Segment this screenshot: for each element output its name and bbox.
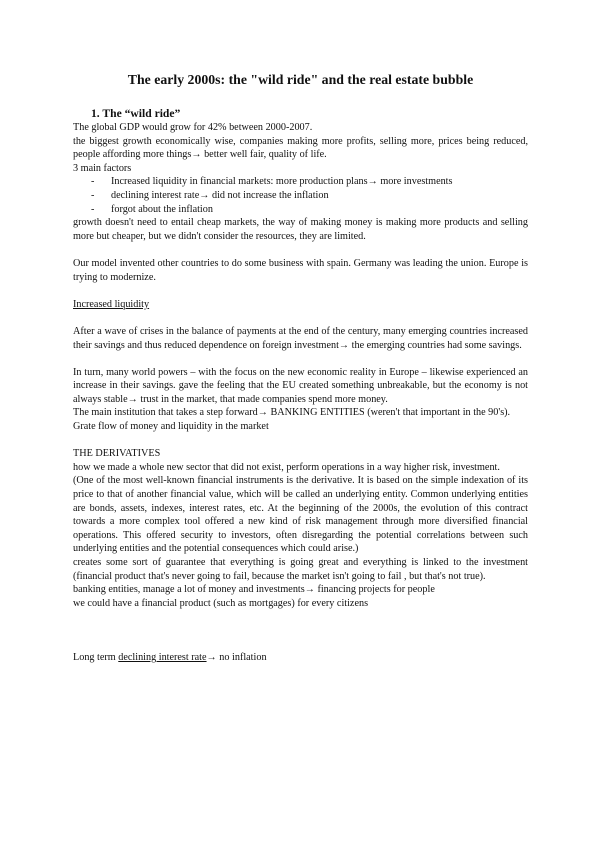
paragraph-gdp: The global GDP would grow for 42% between 2000-2007. xyxy=(73,122,313,133)
factors-list xyxy=(73,175,528,216)
paragraph-mortgages: we could have a financial product (such as mortgages) for every citizens xyxy=(73,597,369,609)
paragraph-derivative-definition: (One of the most well-known financial instruments is the derivative. It is based on the simple indexation of its price to that of another financial value, which will be called an underlying entity. Common underlying entities are bonds, assets, indexes, interest rates, etc. At the beginning of the 2000s, the evolution of this contract towards a more complex tool offered a new kind of risk management through more diversified financial operations. This offered security to investors, often disregarding the potential correlations between such underlying entities and the potential consequences which could arise.) xyxy=(73,475,528,555)
paragraph-banking-entities: The main institution that takes a step forward→ BANKING ENTITIES (weren't that important in the 90's). xyxy=(73,407,511,419)
subheading-increased-liquidity: Increased liquidity xyxy=(73,298,150,310)
text-prefix: Long term xyxy=(73,652,119,664)
text-suffix: → no inflation xyxy=(206,652,267,664)
paragraph-banking-money: banking entities, manage a lot of money and investments→ financing projects for people xyxy=(73,584,435,596)
subheading-derivatives: THE DERIVATIVES xyxy=(73,448,161,460)
list-item: - forgot about the inflation xyxy=(91,203,528,217)
section-heading-wild-ride: 1. The “wild ride” xyxy=(91,107,181,120)
document-title: The early 2000s: the "wild ride" and the real estate bubble xyxy=(127,72,474,87)
paragraph-guarantee: creates some sort of guarantee that everything is going great and everything is linked to the investment (financial product that's never going to fail, because the market isn't going to fail , but that's not true). xyxy=(73,557,528,582)
paragraph-world-powers: In turn, many world powers – with the focus on the new economic reality in Europe – likewise experienced an increase in their savings. gave the feeling that the EU created something unbreakable, but the economy is not always stable→ trust in the market, that made companies spend more money. xyxy=(73,366,528,405)
list-item: - declining interest rate→ did not increase the inflation xyxy=(91,189,528,203)
paragraph-crises: After a wave of crises in the balance of payments at the end of the century, many emerging countries increased their savings and thus reduced dependence on foreign investment→ the emerging countries had some savings. xyxy=(73,325,528,351)
paragraph-growth: the biggest growth economically wise, companies making more profits, selling more, prices being reduced, people affording more things→ better well fair, quality of life. xyxy=(73,135,528,161)
underlined-term: declining interest rate xyxy=(118,652,207,664)
paragraph-main-factors: 3 main factors xyxy=(73,162,132,174)
paragraph-new-sector: how we made a whole new sector that did not exist, perform operations in a way higher risk, investment. xyxy=(73,461,500,473)
list-item: - Increased liquidity in financial markets: more production plans→ more investments xyxy=(91,175,528,189)
paragraph-model: Our model invented other countries to do some business with spain. Germany was leading the union. Europe is trying to modernize. xyxy=(73,257,528,283)
paragraph-declining-rate xyxy=(73,651,528,665)
paragraph-money-flow: Grate flow of money and liquidity in the market xyxy=(73,421,269,433)
paragraph-cheap-markets: growth doesn't need to entail cheap markets, the way of making money is making more products and selling more but cheaper, but we didn't consider the resources, they are limited. xyxy=(73,217,528,242)
